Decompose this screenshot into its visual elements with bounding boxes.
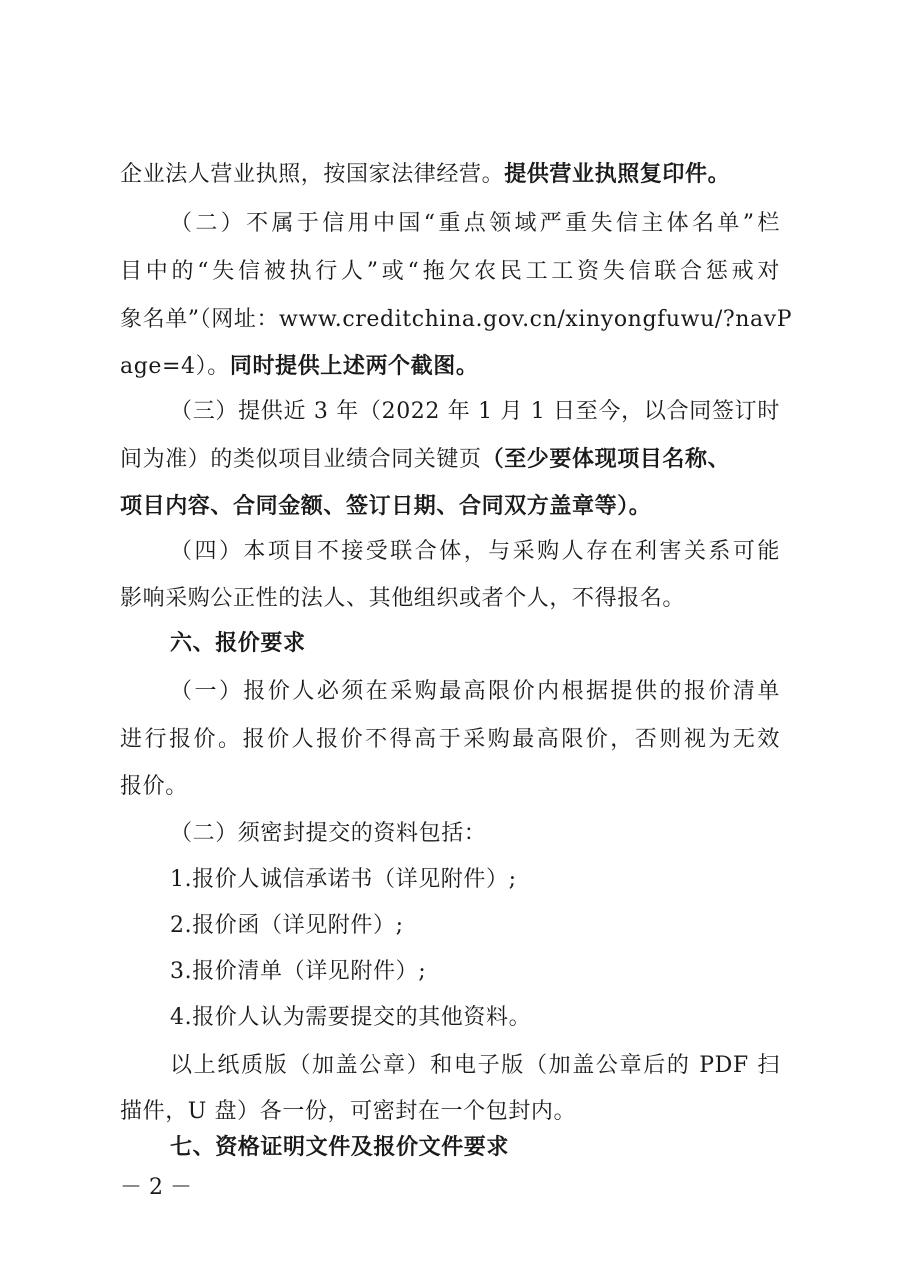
list-item-4: 4.报价人认为需要提交的其他资料。 xyxy=(170,1005,532,1030)
text-normal: 间为准）的类似项目业绩合同关键页 xyxy=(120,447,482,472)
para-performance-line-2 xyxy=(120,445,780,474)
para-format-line-1: 以上纸质版（加盖公章）和电子版（加盖公章后的 PDF 扫 xyxy=(170,1053,780,1078)
para-credit-line-3: 象名单”（网址：www.creditchina.gov.cn/xinyongfuwu/?navP xyxy=(120,307,793,332)
list-item-1: 1.报价人诚信承诺书（详见附件）; xyxy=(170,867,517,892)
text-bold: 同时提供上述两个截图。 xyxy=(229,353,479,379)
para-quote-line-2: 进行报价。报价人报价不得高于采购最高限价，否则视为无效 xyxy=(120,727,780,752)
para-format-line-2: 描件，U 盘）各一份，可密封在一个包封内。 xyxy=(120,1099,577,1124)
para-quote-line-3: 报价。 xyxy=(120,774,188,799)
para-performance-line-1: （三）提供近 3 年（2022 年 1 月 1 日至今，以合同签订时 xyxy=(170,399,780,424)
para-credit-line-4 xyxy=(120,352,780,381)
para-sealed-intro: （二）须密封提交的资料包括： xyxy=(170,821,487,846)
text-normal: age=4）。 xyxy=(120,354,230,379)
para-credit-line-1: （二）不属于信用中国“重点领域严重失信主体名单”栏 xyxy=(170,211,780,236)
heading-section-6: 六、报价要求 xyxy=(170,631,306,656)
para-business-license xyxy=(120,160,780,189)
para-quote-line-1: （一）报价人必须在采购最高限价内根据提供的报价清单 xyxy=(170,679,780,704)
para-credit-line-2: 目中的“失信被执行人”或“拖欠农民工工资失信联合惩戒对 xyxy=(120,259,780,284)
list-item-2: 2.报价函（详见附件）; xyxy=(170,913,404,938)
page-number: － 2 － xyxy=(120,1175,192,1200)
heading-section-7: 七、资格证明文件及报价文件要求 xyxy=(170,1135,510,1160)
text-normal: 企业法人营业执照，按国家法律经营。 xyxy=(120,162,505,187)
list-item-3: 3.报价清单（详见附件）; xyxy=(170,959,427,984)
para-consortium-line-1: （四）本项目不接受联合体，与采购人存在利害关系可能 xyxy=(170,539,780,564)
text-bold: 提供营业执照复印件。 xyxy=(504,161,731,187)
para-consortium-line-2: 影响采购公正性的法人、其他组织或者个人，不得报名。 xyxy=(120,586,686,611)
para-performance-line-3: 项目内容、合同金额、签订日期、合同双方盖章等）。 xyxy=(120,493,652,519)
text-bold: （至少要体现项目名称、 xyxy=(481,446,731,472)
